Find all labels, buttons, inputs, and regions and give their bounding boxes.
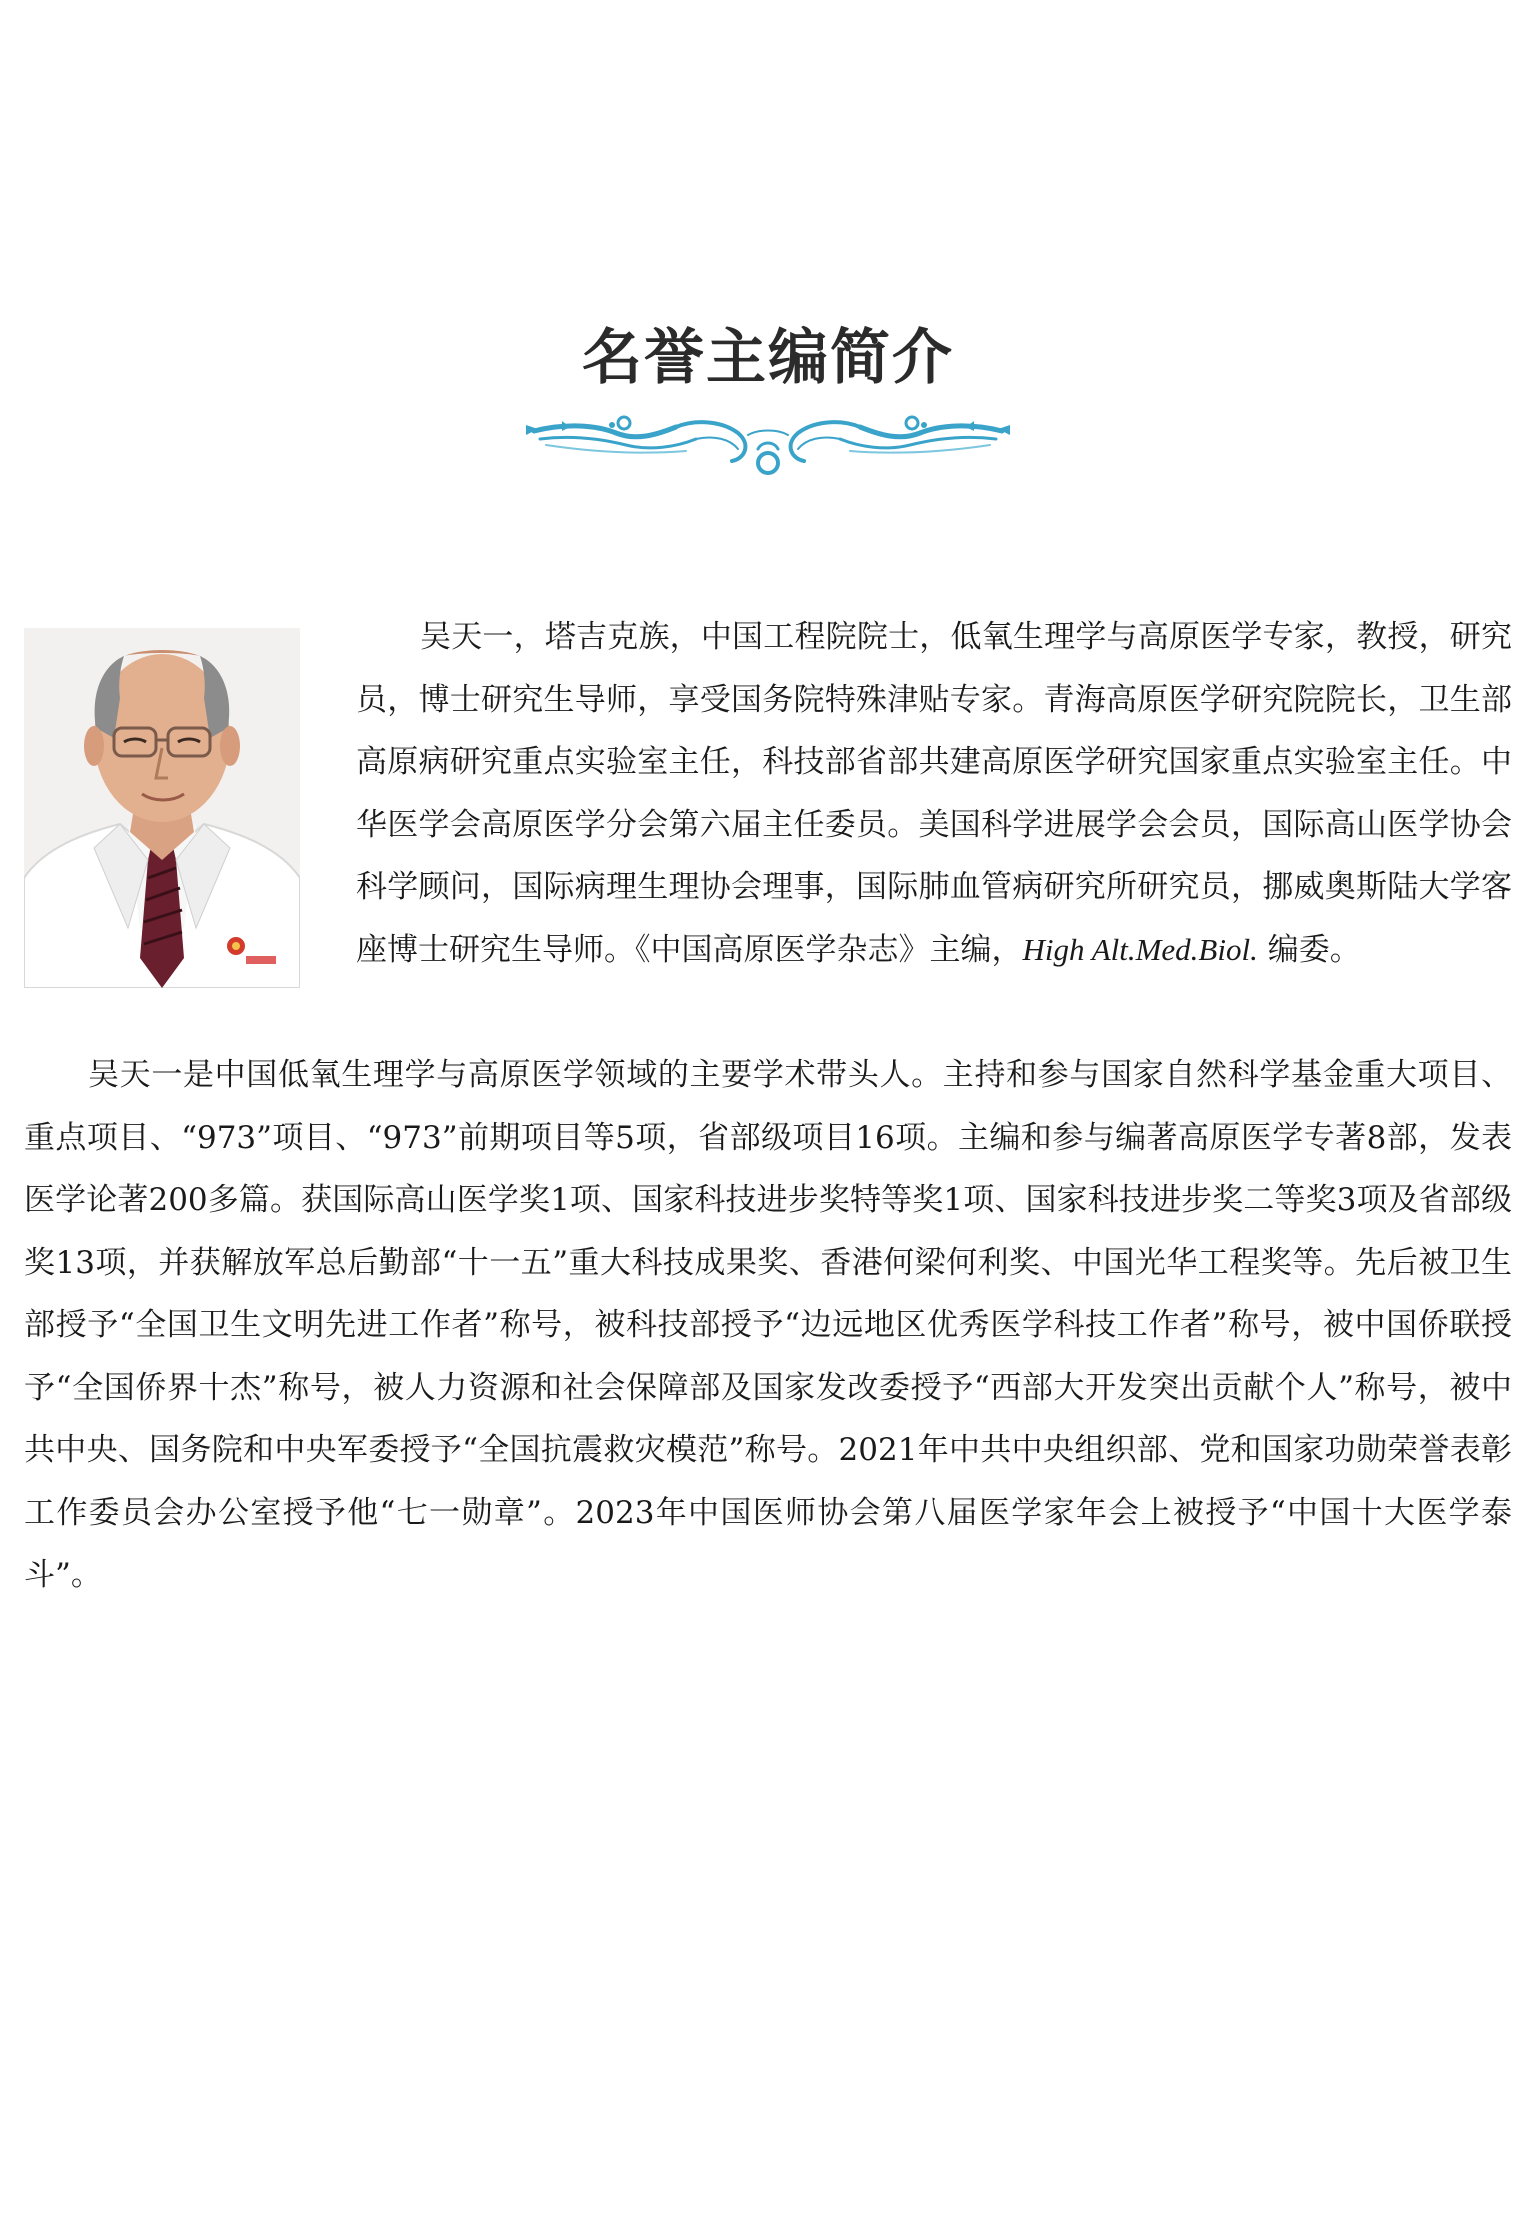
title-ornament bbox=[526, 405, 1010, 477]
portrait-photo bbox=[24, 628, 300, 988]
intro-text-tail: 编委。 bbox=[1257, 931, 1361, 968]
journal-name: High Alt.Med.Biol. bbox=[1022, 931, 1258, 967]
page-title: 名誉主编简介 bbox=[582, 323, 954, 393]
intro-text-main: 吴天一，塔吉克族，中国工程院院士，低氧生理学与高原医学专家，教授，研究员，博士研究生导师，享受国务院特殊津贴专家。青海高原医学研究院院长，卫生部高原病研究重点实验室主任，科技部省部共建高原医学研究国家重点实验室主任。中华医学会高原医学分会第六届主任委员。美国科学进展学会会员，国际高山医学协会科学顾问，国际病理生理协会理事，国际肺血管病研究所研究员，挪威奥斯陆大学客座博士研究生导师。《中国高原医学杂志》主编， bbox=[356, 619, 1512, 968]
profile-achievements: 吴天一是中国低氧生理学与高原医学领域的主要学术带头人。主持和参与国家自然科学基金重大项目、重点项目、“973”项目、“973”前期项目等5项，省部级项目16项。主编和参与编著高原医学专著8部，发表医学论著200多篇。获国际高山医学奖1项、国家科技进步奖特等奖1项、国家科技进步奖二等奖3项及省部级奖13项，并获解放军总后勤部“十一五”重大科技成果奖、香港何梁何利奖、中国光华工程奖等。先后被卫生部授予“全国卫生文明先进工作者”称号，被科技部授予“边远地区优秀医学科技工作者”称号，被中国侨联授予“全国侨界十杰”称号，被人力资源和社会保障部及国家发改委授予“西部大开发突出贡献个人”称号，被中共中央、国务院和中央军委授予“全国抗震救灾模范”称号。2021年中共中央组织部、党和国家功勋荣誉表彰工作委员会办公室授予他“七一勋章”。2023年中国医师协会第八届医学家年会上被授予“中国十大医学泰斗”。 bbox=[24, 1057, 1512, 1593]
profile-intro bbox=[356, 606, 1512, 981]
